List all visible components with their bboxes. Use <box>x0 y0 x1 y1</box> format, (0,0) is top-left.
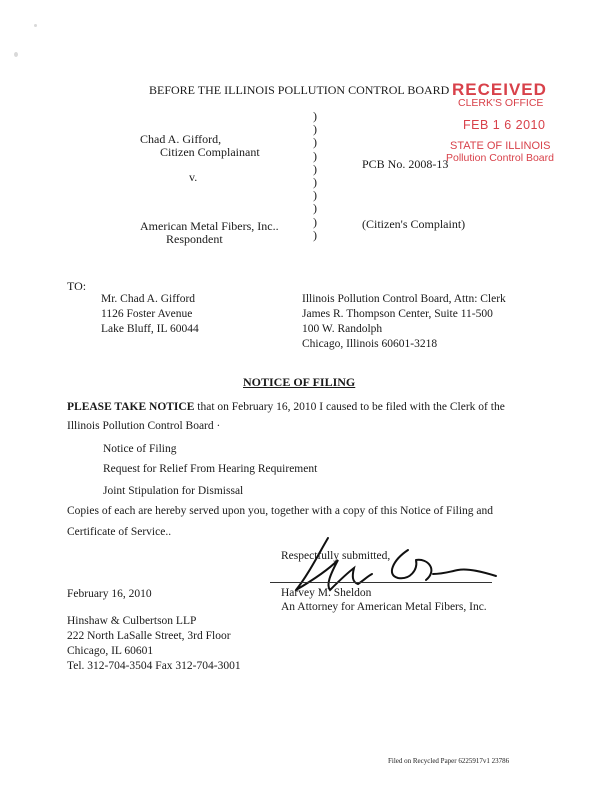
notice-heading: NOTICE OF FILING <box>243 375 356 389</box>
firm-line: 222 North LaSalle Street, 3rd Floor <box>67 630 231 642</box>
filed-item-1: Notice of Filing <box>103 443 177 455</box>
stamp-clerks-office: CLERK'S OFFICE <box>458 97 544 109</box>
firm-line: Chicago, IL 60601 <box>67 645 154 657</box>
notice-lead-line2: Illinois Pollution Control Board · <box>67 420 221 432</box>
paren: ) <box>313 175 317 190</box>
signature-line <box>270 582 492 583</box>
paren: ) <box>313 201 317 216</box>
scan-speck <box>34 24 37 27</box>
address-line: Lake Bluff, IL 60044 <box>101 323 199 335</box>
to-label: TO: <box>67 279 87 293</box>
respectfully-submitted: Respectfully submitted, <box>281 550 391 562</box>
complainant-role: Citizen Complainant <box>160 145 260 159</box>
footer-note: Filed on Recycled Paper 6225917v1 23786 <box>388 757 510 765</box>
versus: v. <box>189 170 198 184</box>
notice-lead-bold: PLEASE TAKE NOTICE <box>67 401 195 413</box>
paren: ) <box>313 188 317 203</box>
stamp-received: RECEIVED <box>452 80 547 99</box>
case-number: PCB No. 2008-13 <box>362 157 449 171</box>
to-address-right <box>302 292 506 352</box>
respondent-name: American Metal Fibers, Inc.. <box>140 219 279 233</box>
stamp-state: STATE OF ILLINOIS <box>450 140 551 152</box>
notice-lead <box>67 400 505 415</box>
to-address-left <box>101 292 199 337</box>
firm-line: Tel. 312-704-3504 Fax 312-704-3001 <box>67 660 241 672</box>
paren: ) <box>313 214 317 229</box>
stamp-board: Pollution Control Board <box>446 152 554 164</box>
paren: ) <box>313 109 317 123</box>
paren: ) <box>313 122 317 137</box>
attorney-title: An Attorney for American Metal Fibers, Inc. <box>281 601 487 613</box>
stamp-date: FEB 1 6 2010 <box>463 118 546 132</box>
notice-lead-rest: that on February 16, 2010 I caused to be filed with the Clerk of the <box>194 401 505 413</box>
address-line: Illinois Pollution Control Board, Attn: Clerk <box>302 293 506 305</box>
address-line: Chicago, Illinois 60601-3218 <box>302 338 438 350</box>
respondent-role: Respondent <box>166 232 223 246</box>
filed-item-3: Joint Stipulation for Dismissal <box>103 485 244 497</box>
address-line: Mr. Chad A. Gifford <box>101 293 196 305</box>
address-line: James R. Thompson Center, Suite 11-500 <box>302 308 493 320</box>
caption-parentheses <box>313 110 317 242</box>
address-line: 100 W. Randolph <box>302 323 383 335</box>
attorney-name: Harvey M. Sheldon <box>281 587 372 599</box>
paren: ) <box>313 148 317 163</box>
address-line: 1126 Foster Avenue <box>101 308 193 320</box>
filing-date: February 16, 2010 <box>67 588 152 600</box>
complainant-name: Chad A. Gifford, <box>140 132 222 146</box>
paren: ) <box>313 161 317 176</box>
filed-item-2: Request for Relief From Hearing Requirement <box>103 463 318 475</box>
copies-line-2: Certificate of Service.. <box>67 526 172 538</box>
case-type: (Citizen's Complaint) <box>362 217 466 231</box>
court-heading: BEFORE THE ILLINOIS POLLUTION CONTROL BOARD <box>149 83 450 97</box>
paren: ) <box>313 135 317 150</box>
paren: ) <box>313 227 317 242</box>
firm-line: Hinshaw & Culbertson LLP <box>67 615 197 627</box>
firm-address <box>67 614 241 674</box>
copies-line-1: Copies of each are hereby served upon you, together with a copy of this Notice of Filing and <box>67 505 494 517</box>
scan-speck <box>14 52 18 57</box>
